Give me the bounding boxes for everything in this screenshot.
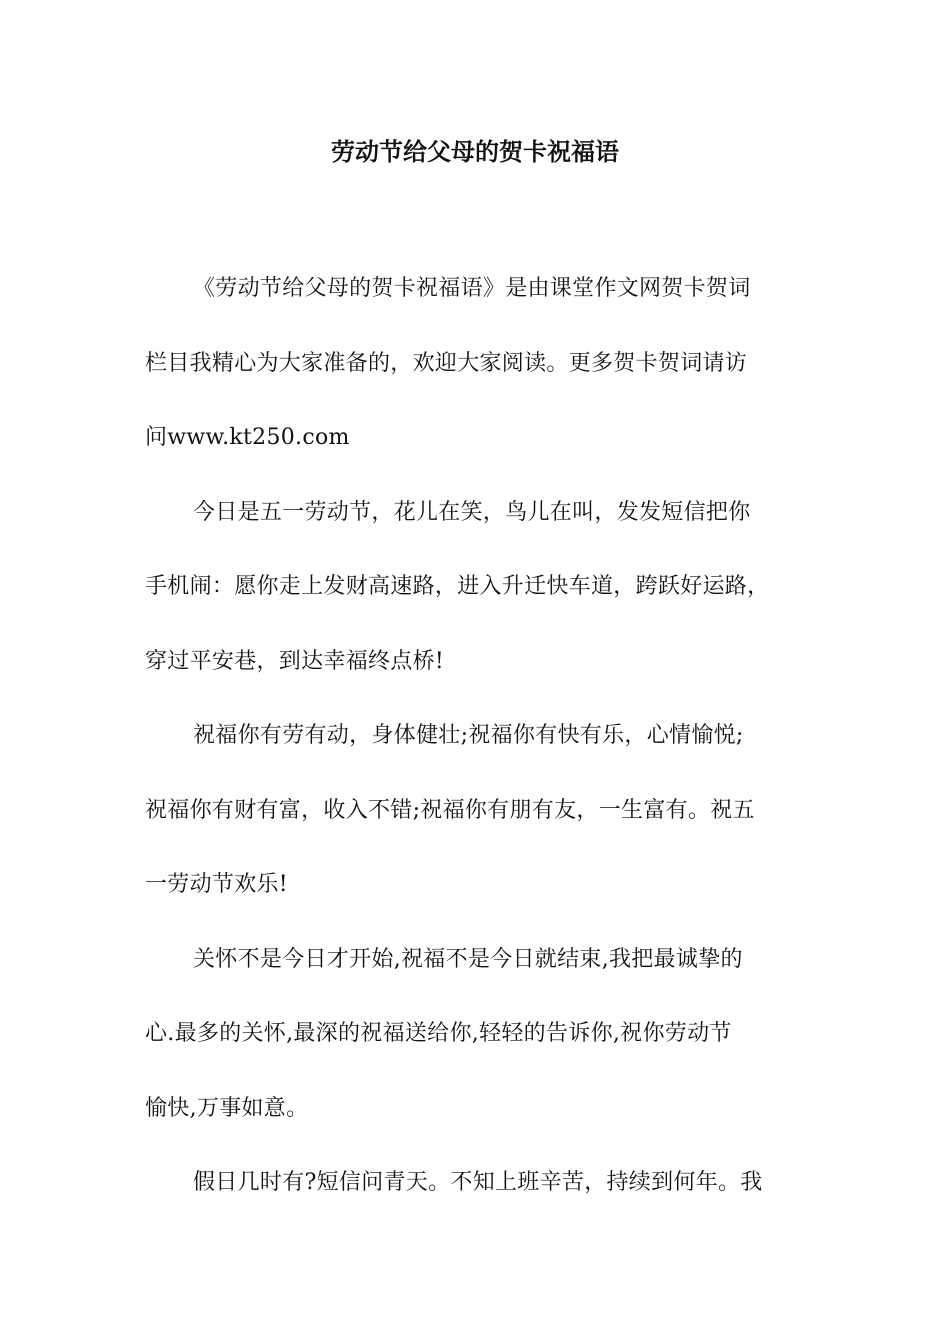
- greeting-paragraph: [145, 699, 825, 923]
- paragraph-line: 关怀不是今日才开始,祝福不是今日就结束,我把最诚挚的: [193, 946, 743, 972]
- paragraph-line: 手机闹：愿你走上发财高速路，进入升迁快车道，跨跃好运路，: [145, 574, 770, 599]
- paragraph-line: 心.最多的关怀,最深的祝福送给你,轻轻的告诉你,祝你劳动节: [145, 1021, 732, 1046]
- document-body: [145, 252, 825, 1221]
- paragraph-line: 一劳动节欢乐!: [145, 872, 288, 897]
- paragraph-line: 假日几时有?短信问青天。不知上班辛苦，持续到何年。我: [193, 1170, 763, 1195]
- greeting-paragraph: [145, 476, 825, 700]
- paragraph-line: 愉快,万事如意。: [145, 1095, 309, 1121]
- paragraph-line: 穿过平安巷，到达幸福终点桥!: [145, 648, 445, 674]
- paragraph-line: 问www.kt250.com: [145, 425, 350, 450]
- paragraph-line: 《劳动节给父母的贺卡祝福语》是由课堂作文网贺卡贺词: [193, 276, 751, 301]
- document-title: 劳动节给父母的贺卡祝福语: [331, 137, 619, 166]
- greeting-paragraph: [145, 923, 825, 1147]
- paragraph-line: 祝福你有财有富，收入不错;祝福你有朋有友，一生富有。祝五: [145, 797, 755, 823]
- greeting-paragraph: [145, 1146, 825, 1221]
- paragraph-line: 今日是五一劳动节，花儿在笑，鸟儿在叫，发发短信把你: [193, 499, 751, 525]
- intro-paragraph: [145, 252, 825, 476]
- paragraph-line: 栏目我精心为大家准备的，欢迎大家阅读。更多贺卡贺词请访: [145, 350, 748, 376]
- paragraph-line: 祝福你有劳有动，身体健壮;祝福你有快有乐，心情愉悦;: [193, 723, 744, 748]
